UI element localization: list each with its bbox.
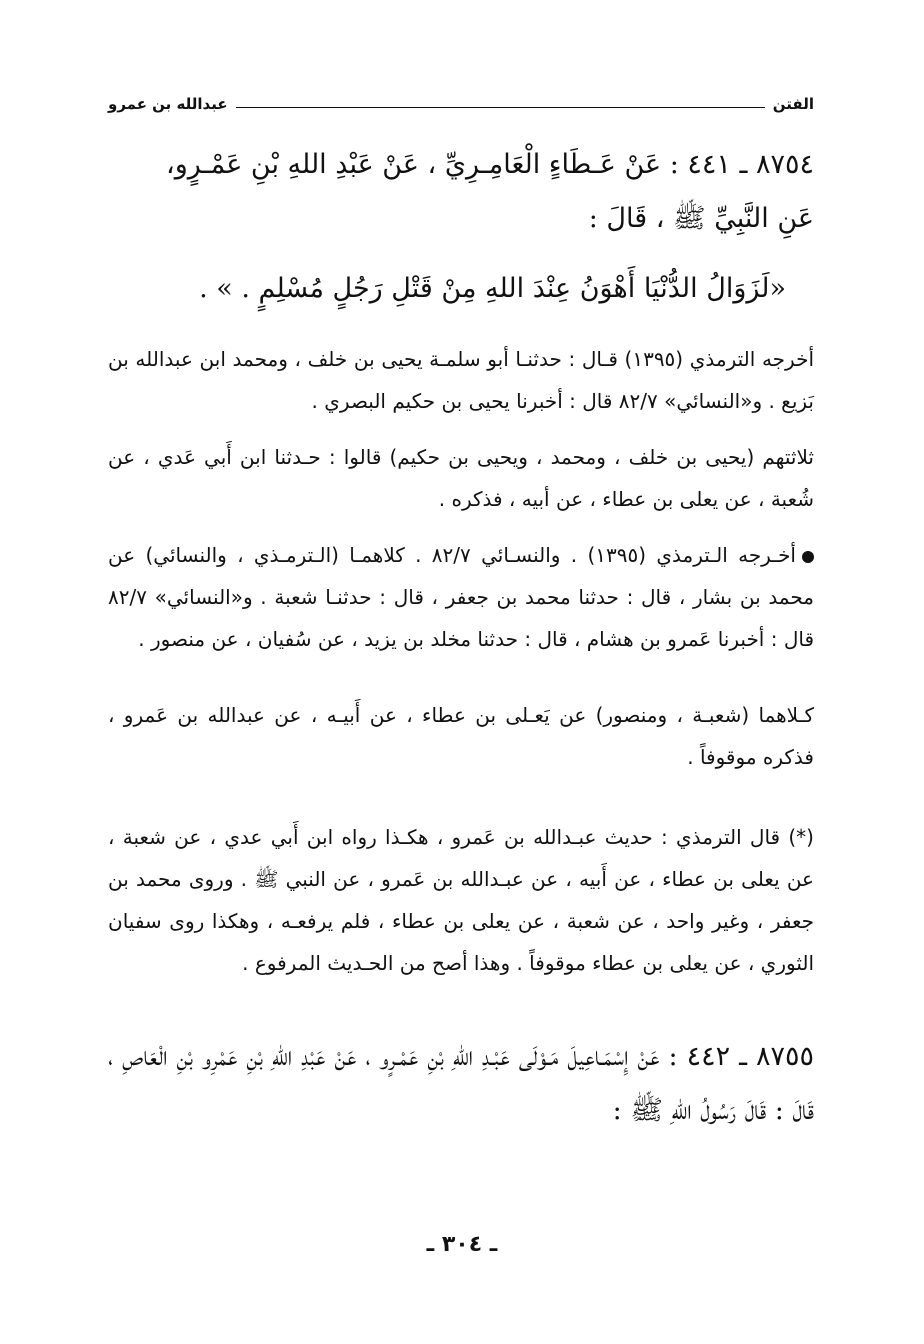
- bullet-icon: [802, 551, 814, 563]
- takhrij-paragraph-2: ثلاثتهم (يحيى بن خلف ، ومحمد ، ويحيى بن حكيم) قالوا : حـدثنا ابن أَبي عَدي ، عن شُعبة ، عن يعلى بن عطاء ، عن أبيه ، فذكره .: [108, 445, 814, 511]
- takhrij-paragraph-1: أخرجه الترمذي (١٣٩٥) قـال : حدثنـا أبو سلمـة يحيى بن خلف ، ومحمد ابن عبدالله بن بَزيع . و«النسائي» ٨٢/٧ قال : أخبرنا يحيى بن حكيم البصري .: [108, 347, 814, 413]
- takhrij-paragraph-3: [108, 534, 814, 660]
- hadith-8755: ٨٧٥٥ ـ ٤٤٢ : عَنْ إِسْمَـاعِيلَ مَـوْلَى عَبْـدِ اللهِ بْنِ عَمْـرٍو ، عَنْ عَبْدِ اللهِ بْنِ عَمْرِو بْنِ الْعَاصِ ، قَالَ : قَالَ رَسُولُ اللهِ ﷺ :: [108, 1041, 815, 1126]
- section-title: عبدالله بن عمرو: [108, 95, 228, 113]
- page-content: [108, 138, 814, 1138]
- page-number: ـ ٣٠٤ ـ: [426, 1232, 498, 1257]
- hadith-8754-line-2: عَنِ النَّبِيِّ ﷺ ، قَالَ :: [588, 203, 814, 234]
- chapter-title: الفتن: [772, 95, 814, 113]
- tirmidhi-comment: (*) قال الترمذي : حديث عبـدالله بن عَمرو ، هكـذا رواه ابن أَبي عدي ، عن شعبة ، عن يعلى بن عطاء ، عن أَبيه ، عن عبـدالله بن عَمرو ، عن النبي ﷺ . وروى محمد بن جعفر ، وغير واحد ، عن شعبة ، عن يعلى بن عطاء ، فلم يرفعـه ، وهكذا روى سفيان الثوري ، عن يعلى بن عطاء موقوفاً . وهذا أصح من الحـديث المرفوع .: [108, 825, 814, 975]
- hadith-8754-matn: «لَزَوَالُ الدُّنْيَا أَهْوَنُ عِنْدَ اللهِ مِنْ قَتْلِ رَجُلٍ مُسْلِمٍ . » .: [199, 273, 786, 304]
- hadith-8754-line-1: ٨٧٥٤ ـ ٤٤١ : عَنْ عَـطَاءٍ الْعَامِـرِيِّ ، عَنْ عَبْدِ اللهِ بْنِ عَمْـرٍو،: [166, 149, 814, 180]
- hadith-8754-isnad: [108, 138, 814, 246]
- running-header: [108, 88, 814, 114]
- takhrij-paragraph-3-text: أخـرجه الـترمذي (١٣٩٥) . والنسـائي ٨٢/٧ . كلاهمـا (الـترمـذي ، والنسائي) عن محمد بن بشار ، قال : حدثنا محمد بن جعفر ، قال : حدثنـا شعبة . و«النسائي» ٨٢/٧ قال : أخبرنا عَمرو بن هشام ، قال : حدثنا مخلد بن يزيد ، عن سُفيان ، عن منصور .: [108, 543, 814, 651]
- takhrij-paragraph-4: كـلاهما (شعبـة ، ومنصور) عن يَعـلى بن عطاء ، عن أَبيـه ، عن عبدالله بن عَمرو ، فذكره موقوفاً .: [108, 703, 814, 769]
- header-rule: [236, 107, 765, 108]
